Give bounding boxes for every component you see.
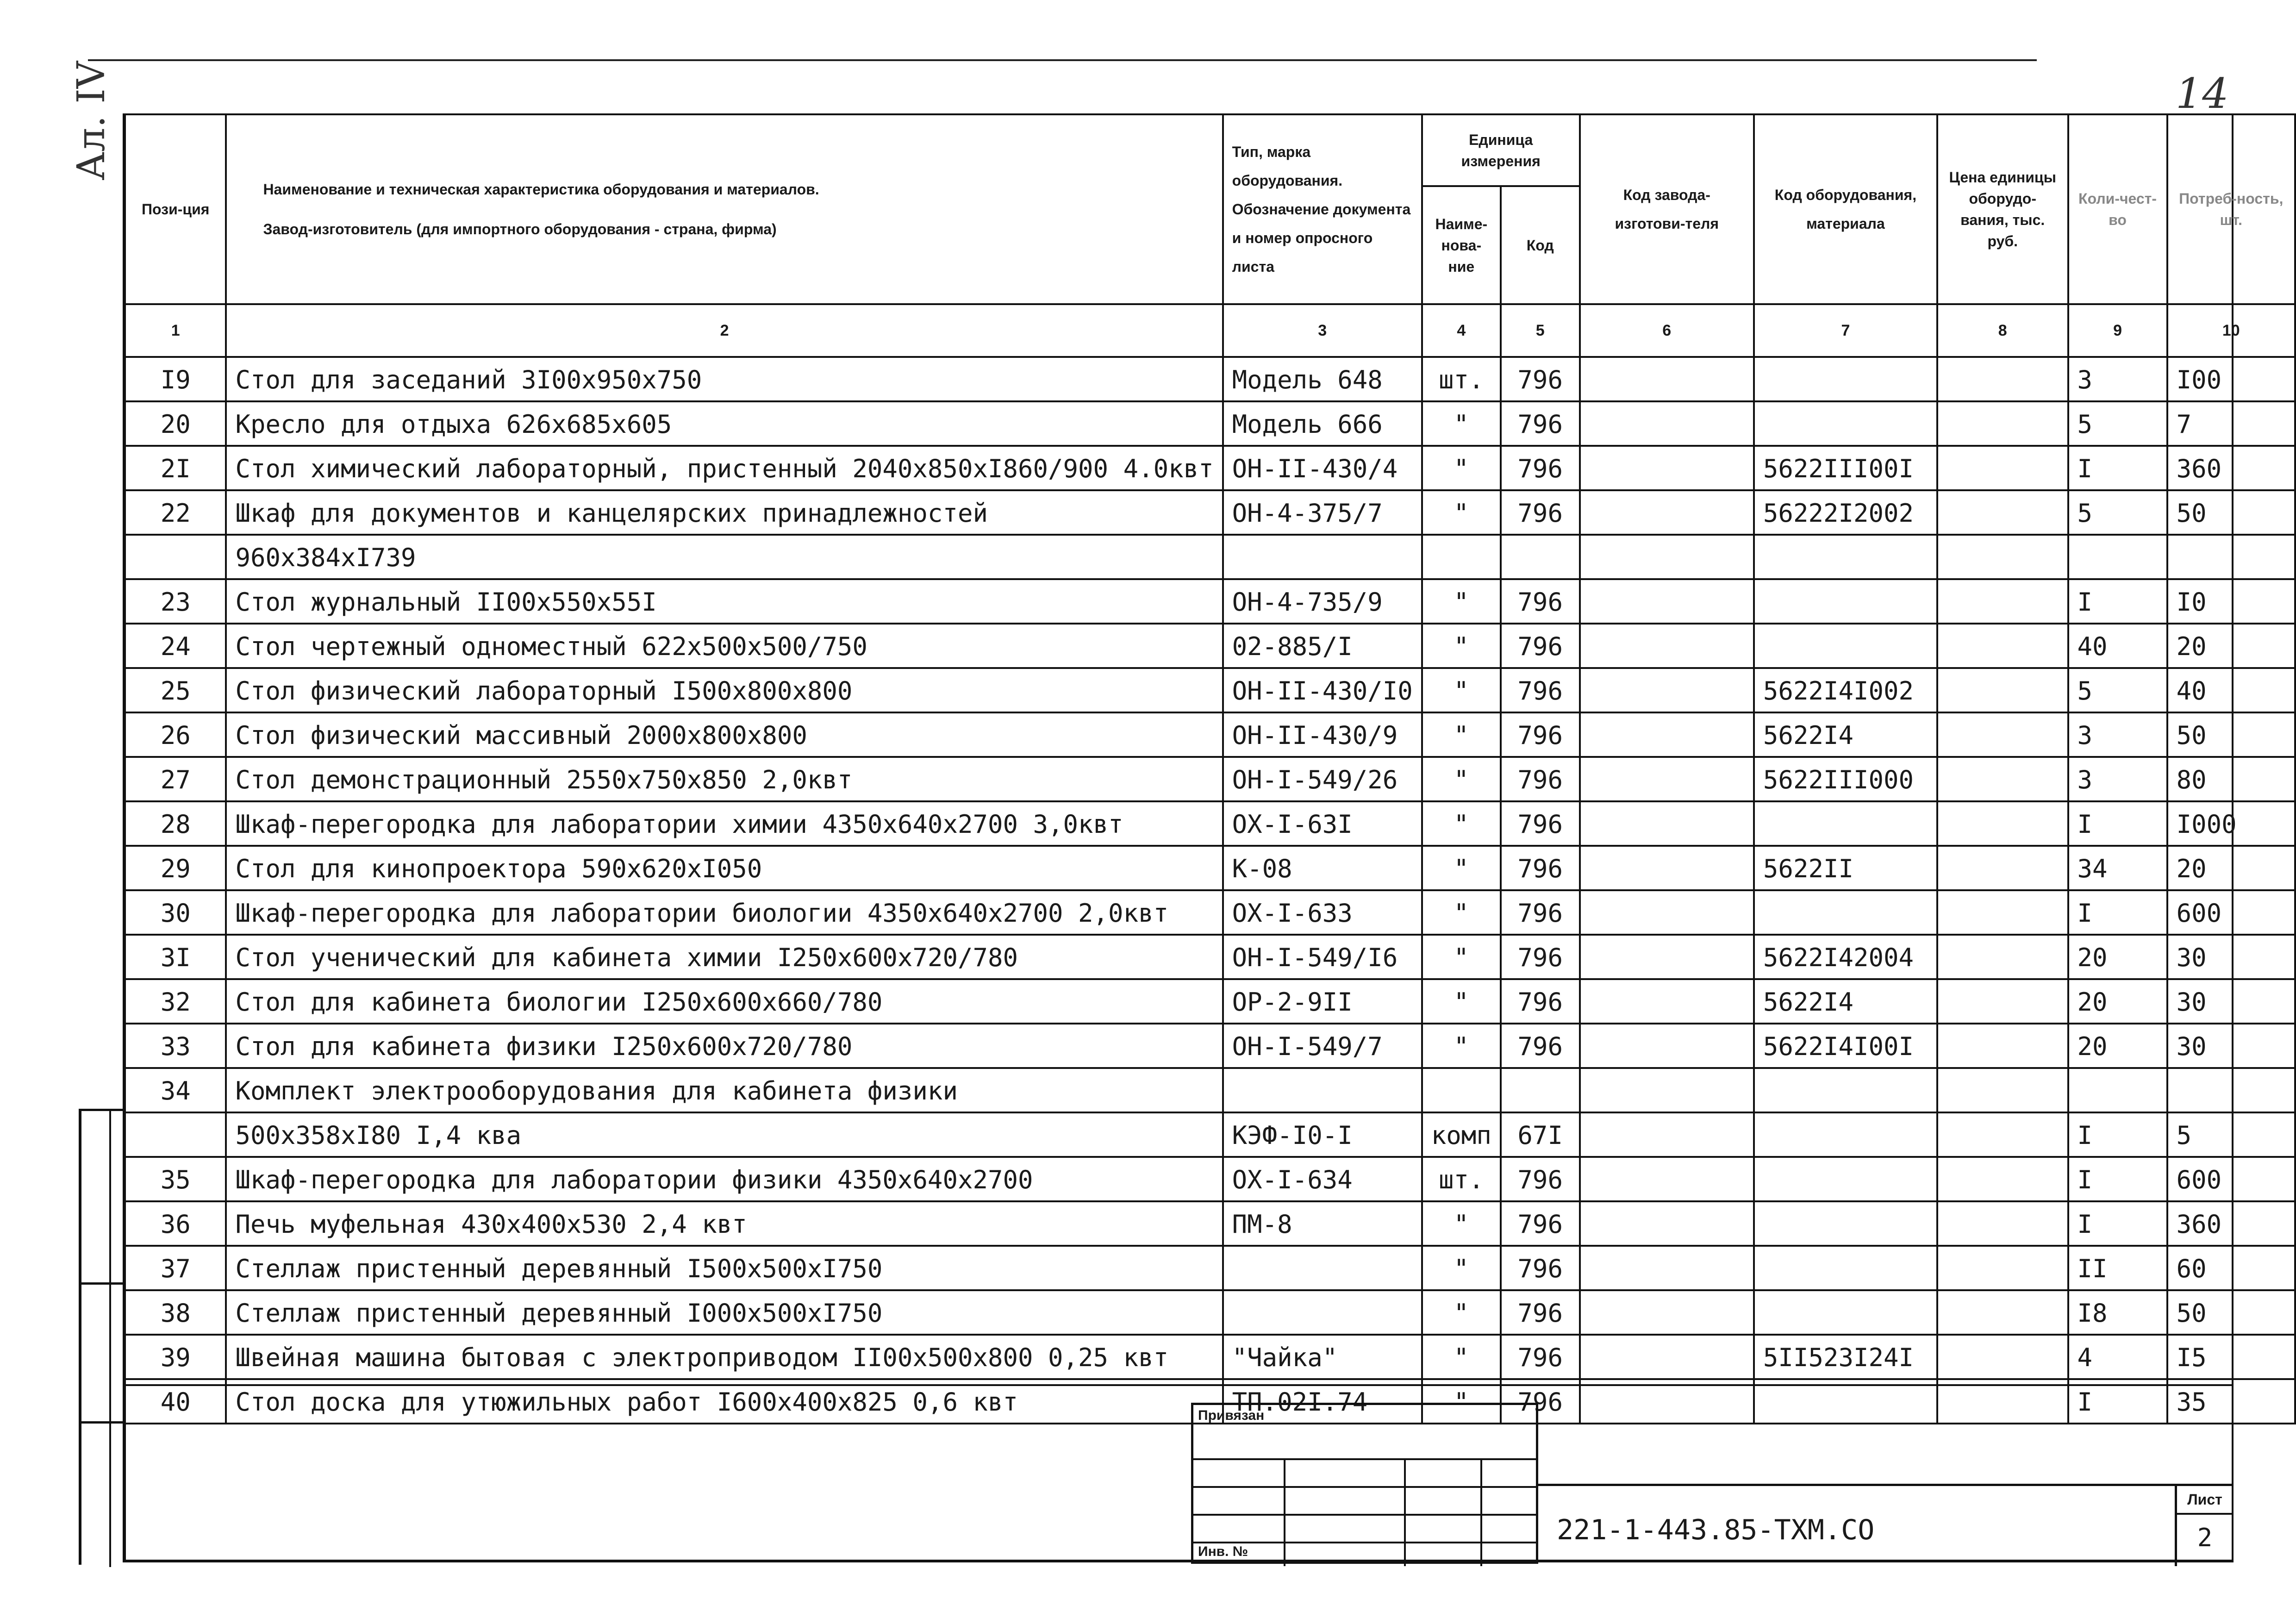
col-number: 3: [1223, 304, 1422, 357]
row-type: ОН-II-430/4: [1223, 446, 1422, 490]
row-need: 360: [2167, 446, 2295, 490]
row-name: 960x384xI739: [226, 535, 1223, 579]
row-factory-code: [1580, 712, 1754, 757]
title-block: [124, 1384, 2233, 1564]
row-price: [1937, 846, 2068, 890]
table-row: [125, 668, 2295, 712]
row-position: 35: [125, 1157, 226, 1201]
row-material-code: 5622II: [1754, 846, 1937, 890]
side-mark: Ал. IV: [69, 61, 113, 181]
table-row: [125, 757, 2295, 801]
row-need: 600: [2167, 1157, 2295, 1201]
row-material-code: [1754, 1157, 1937, 1201]
header-name-line1: Наименование и техническая характеристика оборудования и материалов.: [263, 181, 819, 198]
row-unit-code: 796: [1501, 1201, 1580, 1246]
row-type: [1223, 1246, 1422, 1290]
row-price: [1937, 446, 2068, 490]
inventory-label: Инв. №: [1198, 1544, 1248, 1559]
row-name: Шкаф-перегородка для лаборатории химии 4350x640x2700 3,0квт: [226, 801, 1223, 846]
row-unit: ": [1422, 979, 1501, 1024]
row-need: 5: [2167, 1112, 2295, 1157]
row-position: 25: [125, 668, 226, 712]
sheet-number: 2: [2197, 1523, 2213, 1552]
sheet-label: Лист: [2177, 1486, 2233, 1515]
row-quantity: 3: [2068, 357, 2167, 401]
row-quantity: 40: [2068, 624, 2167, 668]
row-position: [125, 1112, 226, 1157]
row-unit: ": [1422, 846, 1501, 890]
table-row: [125, 1068, 2295, 1112]
row-type: [1223, 1068, 1422, 1112]
row-name: Стол физический лабораторный I500x800x800: [226, 668, 1223, 712]
col-number: 2: [226, 304, 1223, 357]
row-factory-code: [1580, 490, 1754, 535]
row-position: 23: [125, 579, 226, 624]
row-factory-code: [1580, 935, 1754, 979]
row-unit-code: 796: [1501, 1290, 1580, 1335]
row-type: ОН-I-549/26: [1223, 757, 1422, 801]
row-name: Печь муфельная 430x400x530 2,4 квт: [226, 1201, 1223, 1246]
row-name: Стол для кинопроектора 590x620xI050: [226, 846, 1223, 890]
row-need: 50: [2167, 490, 2295, 535]
row-unit-code: 796: [1501, 935, 1580, 979]
row-quantity: I: [2068, 579, 2167, 624]
row-factory-code: [1580, 1290, 1754, 1335]
row-quantity: I: [2068, 446, 2167, 490]
row-name: Шкаф-перегородка для лаборатории биологии 4350x640x2700 2,0квт: [226, 890, 1223, 935]
table-row: [125, 712, 2295, 757]
row-quantity: 5: [2068, 401, 2167, 446]
row-name: Стол чертежный одноместный 622x500x500/750: [226, 624, 1223, 668]
row-material-code: [1754, 624, 1937, 668]
row-unit-code: 796: [1501, 1246, 1580, 1290]
row-price: [1937, 1024, 2068, 1068]
row-unit-code: 796: [1501, 757, 1580, 801]
row-need: 30: [2167, 1024, 2295, 1068]
col-number: 8: [1937, 304, 2068, 357]
col-number: 6: [1580, 304, 1754, 357]
row-unit: шт.: [1422, 357, 1501, 401]
row-name: Стол физический массивный 2000x800x800: [226, 712, 1223, 757]
row-factory-code: [1580, 1024, 1754, 1068]
row-unit-code: 796: [1501, 401, 1580, 446]
row-quantity: 20: [2068, 935, 2167, 979]
left-stamp-stub: [79, 1109, 123, 1565]
row-unit: ": [1422, 401, 1501, 446]
table-row: [125, 446, 2295, 490]
row-type: ОН-I-549/7: [1223, 1024, 1422, 1068]
row-name: Стол для заседаний 3I00x950x750: [226, 357, 1223, 401]
privyazan-label: Привязан: [1198, 1408, 1265, 1423]
row-unit: комп: [1422, 1112, 1501, 1157]
row-material-code: [1754, 801, 1937, 846]
row-need: [2167, 1068, 2295, 1112]
row-factory-code: [1580, 579, 1754, 624]
document-stamp: [1538, 1484, 2233, 1566]
row-material-code: [1754, 1290, 1937, 1335]
row-price: [1937, 801, 2068, 846]
row-unit-code: 796: [1501, 1335, 1580, 1379]
row-price: [1937, 579, 2068, 624]
row-type: ОХ-I-634: [1223, 1157, 1422, 1201]
row-type: ПМ-8: [1223, 1201, 1422, 1246]
row-quantity: I: [2068, 1201, 2167, 1246]
row-name: Стол ученический для кабинета химии I250x600x720/780: [226, 935, 1223, 979]
row-price: [1937, 1335, 2068, 1379]
row-unit: ": [1422, 1201, 1501, 1246]
row-factory-code: [1580, 757, 1754, 801]
row-need: [2167, 535, 2295, 579]
header-name-line2: Завод-изготовитель (для импортного оборудования - страна, фирма): [263, 221, 777, 237]
row-need: 20: [2167, 846, 2295, 890]
row-material-code: [1754, 357, 1937, 401]
col-number: 10: [2167, 304, 2295, 357]
row-quantity: 5: [2068, 668, 2167, 712]
row-need: I0: [2167, 579, 2295, 624]
table-row: [125, 624, 2295, 668]
table-row: [125, 890, 2295, 935]
row-unit: ": [1422, 624, 1501, 668]
header-quantity: Коли-чест-во: [2068, 114, 2167, 304]
table-row: [125, 935, 2295, 979]
row-unit-code: 796: [1501, 1024, 1580, 1068]
row-type: ОР-2-9II: [1223, 979, 1422, 1024]
row-unit: ": [1422, 1379, 1501, 1424]
row-factory-code: [1580, 1157, 1754, 1201]
row-price: [1937, 1068, 2068, 1112]
row-quantity: 5: [2068, 490, 2167, 535]
row-unit: шт.: [1422, 1157, 1501, 1201]
row-factory-code: [1580, 357, 1754, 401]
row-factory-code: [1580, 890, 1754, 935]
row-name: Кресло для отдыха 626x685x605: [226, 401, 1223, 446]
row-name: Стол доска для утюжильных работ I600x400x825 0,6 квт: [226, 1379, 1223, 1424]
row-price: [1937, 1246, 2068, 1290]
row-material-code: [1754, 579, 1937, 624]
row-name: Стеллаж пристенный деревянный I000x500xI750: [226, 1290, 1223, 1335]
table-row: [125, 579, 2295, 624]
row-position: 27: [125, 757, 226, 801]
row-name: 500x358xI80 I,4 ква: [226, 1112, 1223, 1157]
row-position: 36: [125, 1201, 226, 1246]
row-price: [1937, 1112, 2068, 1157]
table-row: [125, 979, 2295, 1024]
row-need: 50: [2167, 1290, 2295, 1335]
row-type: ОН-I-549/I6: [1223, 935, 1422, 979]
row-material-code: [1754, 401, 1937, 446]
row-position: 28: [125, 801, 226, 846]
row-need: 60: [2167, 1246, 2295, 1290]
row-unit: [1422, 535, 1501, 579]
table-row: [125, 1246, 2295, 1290]
row-name: Шкаф-перегородка для лаборатории физики 4350x640x2700: [226, 1157, 1223, 1201]
header-position: Пози-ция: [125, 114, 226, 304]
row-factory-code: [1580, 1068, 1754, 1112]
row-need: 40: [2167, 668, 2295, 712]
row-type: [1223, 535, 1422, 579]
row-unit: [1422, 1068, 1501, 1112]
row-position: 38: [125, 1290, 226, 1335]
row-position: 24: [125, 624, 226, 668]
row-quantity: 3: [2068, 757, 2167, 801]
row-unit: ": [1422, 890, 1501, 935]
header-material-code: Код оборудования, материала: [1754, 114, 1937, 304]
table-row: [125, 1335, 2295, 1379]
row-unit-code: 796: [1501, 624, 1580, 668]
table-row: [125, 1024, 2295, 1068]
row-name: Стол для кабинета физики I250x600x720/780: [226, 1024, 1223, 1068]
col-number: 1: [125, 304, 226, 357]
document-number: 221-1-443.85-ТХМ.СО: [1557, 1514, 1875, 1546]
row-name: Стол химический лабораторный, пристенный 2040x850xI860/900 4.0квт: [226, 446, 1223, 490]
row-quantity: I: [2068, 1379, 2167, 1424]
row-position: 26: [125, 712, 226, 757]
row-unit: ": [1422, 1335, 1501, 1379]
row-unit: ": [1422, 712, 1501, 757]
specification-table: [124, 113, 2296, 1424]
row-factory-code: [1580, 446, 1754, 490]
row-unit: ": [1422, 1024, 1501, 1068]
row-unit-code: 796: [1501, 1157, 1580, 1201]
row-type: Модель 666: [1223, 401, 1422, 446]
row-factory-code: [1580, 1335, 1754, 1379]
row-material-code: [1754, 1112, 1937, 1157]
row-quantity: 20: [2068, 1024, 2167, 1068]
row-position: 37: [125, 1246, 226, 1290]
row-material-code: [1754, 1068, 1937, 1112]
table-row: [125, 1201, 2295, 1246]
row-material-code: 5II523I24I: [1754, 1335, 1937, 1379]
row-position: [125, 535, 226, 579]
row-material-code: 5622III000: [1754, 757, 1937, 801]
header-unit-name: Наиме-нова-ние: [1422, 186, 1501, 304]
row-material-code: 5622I4: [1754, 979, 1937, 1024]
row-factory-code: [1580, 1112, 1754, 1157]
row-factory-code: [1580, 624, 1754, 668]
row-name: Стеллаж пристенный деревянный I500x500xI750: [226, 1246, 1223, 1290]
row-name: Комплект электрооборудования для кабинета физики: [226, 1068, 1223, 1112]
col-number: 7: [1754, 304, 1937, 357]
row-material-code: [1754, 535, 1937, 579]
header-factory-code: Код завода-изготови-теля: [1580, 114, 1754, 304]
row-position: 40: [125, 1379, 226, 1424]
top-rule: [88, 59, 2037, 61]
row-material-code: [1754, 1246, 1937, 1290]
header-unit-code: Код: [1501, 186, 1580, 304]
row-price: [1937, 624, 2068, 668]
row-price: [1937, 712, 2068, 757]
row-type: КЭФ-I0-I: [1223, 1112, 1422, 1157]
row-quantity: 20: [2068, 979, 2167, 1024]
row-name: Шкаф для документов и канцелярских принадлежностей: [226, 490, 1223, 535]
row-position: 34: [125, 1068, 226, 1112]
row-material-code: 5622III00I: [1754, 446, 1937, 490]
row-unit-code: 67I: [1501, 1112, 1580, 1157]
row-position: 29: [125, 846, 226, 890]
row-quantity: I: [2068, 1112, 2167, 1157]
row-material-code: 5622I4I002: [1754, 668, 1937, 712]
row-need: I00: [2167, 357, 2295, 401]
row-type: ОН-4-375/7: [1223, 490, 1422, 535]
col-number: 9: [2068, 304, 2167, 357]
row-factory-code: [1580, 1246, 1754, 1290]
row-unit: ": [1422, 801, 1501, 846]
row-position: 33: [125, 1024, 226, 1068]
row-unit-code: 796: [1501, 979, 1580, 1024]
row-unit-code: [1501, 1068, 1580, 1112]
row-price: [1937, 979, 2068, 1024]
row-price: [1937, 890, 2068, 935]
table-row: [125, 357, 2295, 401]
row-material-code: 5622I4I00I: [1754, 1024, 1937, 1068]
row-unit-code: [1501, 535, 1580, 579]
row-type: ОН-4-735/9: [1223, 579, 1422, 624]
row-quantity: [2068, 1068, 2167, 1112]
row-quantity: 34: [2068, 846, 2167, 890]
row-need: 30: [2167, 979, 2295, 1024]
header-type: Тип, марка оборудования. Обозначение документа и номер опросного листа: [1223, 114, 1422, 304]
page-mark: 14: [2176, 69, 2229, 118]
row-position: 3I: [125, 935, 226, 979]
row-price: [1937, 535, 2068, 579]
row-unit-code: 796: [1501, 712, 1580, 757]
table-row: [125, 490, 2295, 535]
privyazan-box: [1191, 1403, 1538, 1564]
row-material-code: 5622I4: [1754, 712, 1937, 757]
row-price: [1937, 935, 2068, 979]
row-quantity: II: [2068, 1246, 2167, 1290]
row-price: [1937, 1290, 2068, 1335]
row-position: 32: [125, 979, 226, 1024]
table-row: [125, 846, 2295, 890]
row-unit: ": [1422, 446, 1501, 490]
row-unit-code: 796: [1501, 846, 1580, 890]
header-need: Потреб-ность, шт.: [2167, 114, 2295, 304]
row-position: I9: [125, 357, 226, 401]
row-need: I000: [2167, 801, 2295, 846]
table-row: [125, 801, 2295, 846]
row-unit: ": [1422, 1290, 1501, 1335]
sheet-cell: [2175, 1486, 2233, 1566]
row-type: [1223, 1290, 1422, 1335]
row-name: Стол для кабинета биологии I250x600x660/780: [226, 979, 1223, 1024]
row-unit-code: 796: [1501, 579, 1580, 624]
row-material-code: [1754, 1201, 1937, 1246]
row-factory-code: [1580, 668, 1754, 712]
row-need: 35: [2167, 1379, 2295, 1424]
row-type: ОХ-I-633: [1223, 890, 1422, 935]
row-price: [1937, 757, 2068, 801]
row-price: [1937, 1201, 2068, 1246]
table-row: [125, 1290, 2295, 1335]
row-type: ОН-II-430/9: [1223, 712, 1422, 757]
table-row: [125, 401, 2295, 446]
row-type: 02-885/I: [1223, 624, 1422, 668]
row-quantity: 4: [2068, 1335, 2167, 1379]
row-unit-code: 796: [1501, 668, 1580, 712]
row-material-code: [1754, 890, 1937, 935]
row-quantity: I8: [2068, 1290, 2167, 1335]
row-need: 7: [2167, 401, 2295, 446]
row-type: ОХ-I-63I: [1223, 801, 1422, 846]
row-quantity: 3: [2068, 712, 2167, 757]
row-price: [1937, 401, 2068, 446]
table-row: [125, 1112, 2295, 1157]
row-type: ОН-II-430/I0: [1223, 668, 1422, 712]
row-need: 600: [2167, 890, 2295, 935]
row-unit-code: 796: [1501, 446, 1580, 490]
row-material-code: 56222I2002: [1754, 490, 1937, 535]
row-type: ТП.02I.74: [1223, 1379, 1422, 1424]
row-factory-code: [1580, 801, 1754, 846]
row-factory-code: [1580, 979, 1754, 1024]
row-unit: ": [1422, 757, 1501, 801]
row-name: Стол журнальный II00x550x55I: [226, 579, 1223, 624]
row-type: К-08: [1223, 846, 1422, 890]
row-need: 30: [2167, 935, 2295, 979]
row-quantity: I: [2068, 1157, 2167, 1201]
row-unit: ": [1422, 935, 1501, 979]
row-position: 22: [125, 490, 226, 535]
row-position: 30: [125, 890, 226, 935]
row-unit-code: 796: [1501, 890, 1580, 935]
row-quantity: [2068, 535, 2167, 579]
col-number: 4: [1422, 304, 1501, 357]
row-need: 50: [2167, 712, 2295, 757]
row-price: [1937, 1157, 2068, 1201]
header-name: [226, 114, 1223, 304]
row-price: [1937, 490, 2068, 535]
row-material-code: 5622I42004: [1754, 935, 1937, 979]
row-type: "Чайка": [1223, 1335, 1422, 1379]
header-price: Цена единицы оборудо-вания, тыс. руб.: [1937, 114, 2068, 304]
header-unit: Единица измерения: [1422, 114, 1580, 186]
row-price: [1937, 357, 2068, 401]
row-name: Стол демонстрационный 2550x750x850 2,0квт: [226, 757, 1223, 801]
row-unit-code: 796: [1501, 801, 1580, 846]
row-unit: ": [1422, 1246, 1501, 1290]
row-position: 2I: [125, 446, 226, 490]
col-number: 5: [1501, 304, 1580, 357]
row-factory-code: [1580, 535, 1754, 579]
row-name: Швейная машина бытовая с электроприводом II00x500x800 0,25 квт: [226, 1335, 1223, 1379]
row-unit-code: 796: [1501, 357, 1580, 401]
row-position: 20: [125, 401, 226, 446]
table-row: [125, 535, 2295, 579]
row-unit-code: 796: [1501, 490, 1580, 535]
row-quantity: I: [2068, 890, 2167, 935]
row-unit: ": [1422, 579, 1501, 624]
row-factory-code: [1580, 1201, 1754, 1246]
row-need: I5: [2167, 1335, 2295, 1379]
row-unit: ": [1422, 668, 1501, 712]
row-unit: ": [1422, 490, 1501, 535]
row-need: 80: [2167, 757, 2295, 801]
row-price: [1937, 668, 2068, 712]
row-type: Модель 648: [1223, 357, 1422, 401]
row-quantity: I: [2068, 801, 2167, 846]
row-need: 20: [2167, 624, 2295, 668]
row-position: 39: [125, 1335, 226, 1379]
row-factory-code: [1580, 401, 1754, 446]
row-factory-code: [1580, 846, 1754, 890]
row-need: 360: [2167, 1201, 2295, 1246]
table-row: [125, 1157, 2295, 1201]
row-unit-code: 796: [1501, 1379, 1580, 1424]
